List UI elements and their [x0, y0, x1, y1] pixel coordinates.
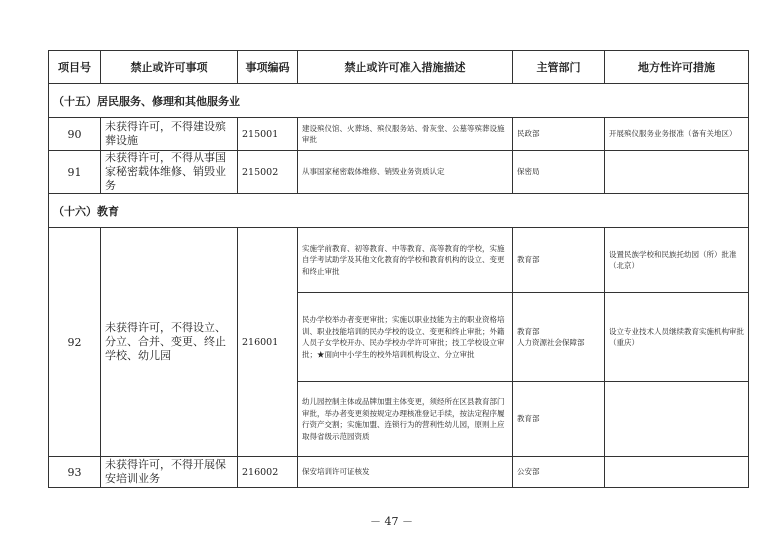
department: 保密局: [513, 151, 605, 194]
item-code: 216001: [238, 228, 298, 457]
section-title: （十五）居民服务、修理和其他服务业: [49, 84, 749, 118]
header-department: 主管部门: [513, 51, 605, 84]
department: 教育部: [513, 382, 605, 457]
item-number: 91: [49, 151, 101, 194]
item-name: 未获得许可，不得从事国家秘密载体维修、销毁业务: [101, 151, 238, 194]
department-education: 教育部: [517, 326, 540, 336]
local-measure: [605, 151, 749, 194]
item-number: 93: [49, 457, 101, 488]
item-number: 92: [49, 228, 101, 457]
header-local-measure: 地方性许可措施: [605, 51, 749, 84]
negative-list-table: [48, 50, 749, 488]
document-page: [48, 50, 748, 488]
header-item: 禁止或许可事项: [101, 51, 238, 84]
header-measure-desc: 禁止或许可准入措施描述: [298, 51, 513, 84]
measure-description: 建设殡仪馆、火葬场、殡仪服务站、骨灰堂、公墓等殡葬设施审批: [298, 118, 513, 151]
local-measure: 设立专业技术人员继续教育实施机构审批（重庆）: [605, 293, 749, 382]
department: [513, 293, 605, 382]
table-row: [49, 457, 749, 488]
department: 公安部: [513, 457, 605, 488]
section-title: （十六）教育: [49, 194, 749, 228]
department-hr: 人力资源社会保障部: [517, 338, 585, 347]
table-row: [49, 228, 749, 293]
measure-description: 保安培训许可证核发: [298, 457, 513, 488]
section-row: [49, 194, 749, 228]
local-measure: [605, 382, 749, 457]
local-measure: [605, 457, 749, 488]
item-code: 215001: [238, 118, 298, 151]
item-name: 未获得许可，不得建设殡葬设施: [101, 118, 238, 151]
item-name: 未获得许可，不得开展保安培训业务: [101, 457, 238, 488]
table-row: [49, 118, 749, 151]
table-header-row: [49, 51, 749, 84]
local-measure: 设置民族学校和民族托幼园（所）批准（北京）: [605, 228, 749, 293]
department: 教育部: [513, 228, 605, 293]
measure-description: 幼儿园控制主体或品牌加盟主体变更，须经所在区县教育部门审批，举办者变更须按规定办理核准登记手续，按法定程序履行资产交割；实施加盟、连锁行为的营利性幼儿园，原则上应取得省级示范园资质: [298, 382, 513, 457]
page-number: － 47 －: [370, 515, 413, 528]
item-number: 90: [49, 118, 101, 151]
measure-description: 民办学校举办者变更审批；实施以职业技能为主的职业资格培训、职业技能培训的民办学校的设立、变更和终止审批；外籍人员子女学校开办、民办学校办学许可审批；技工学校设立审批；★面向中小学生的校外培训机构设立、分立审批: [298, 293, 513, 382]
measure-description: 实施学前教育、初等教育、中等教育、高等教育的学校，实施自学考试助学及其他文化教育的学校和教育机构的设立、变更和终止审批: [298, 228, 513, 293]
local-measure: 开展殡仪服务业务报准（备有关地区）: [605, 118, 749, 151]
measure-description: 从事国家秘密载体维修、销毁业务资质认定: [298, 151, 513, 194]
header-item-no: 项目号: [49, 51, 101, 84]
item-code: 215002: [238, 151, 298, 194]
header-code: 事项编码: [238, 51, 298, 84]
table-row: [49, 151, 749, 194]
item-name: 未获得许可，不得设立、分立、合并、变更、终止学校、幼儿园: [101, 228, 238, 457]
section-row: [49, 84, 749, 118]
department: 民政部: [513, 118, 605, 151]
item-code: 216002: [238, 457, 298, 488]
